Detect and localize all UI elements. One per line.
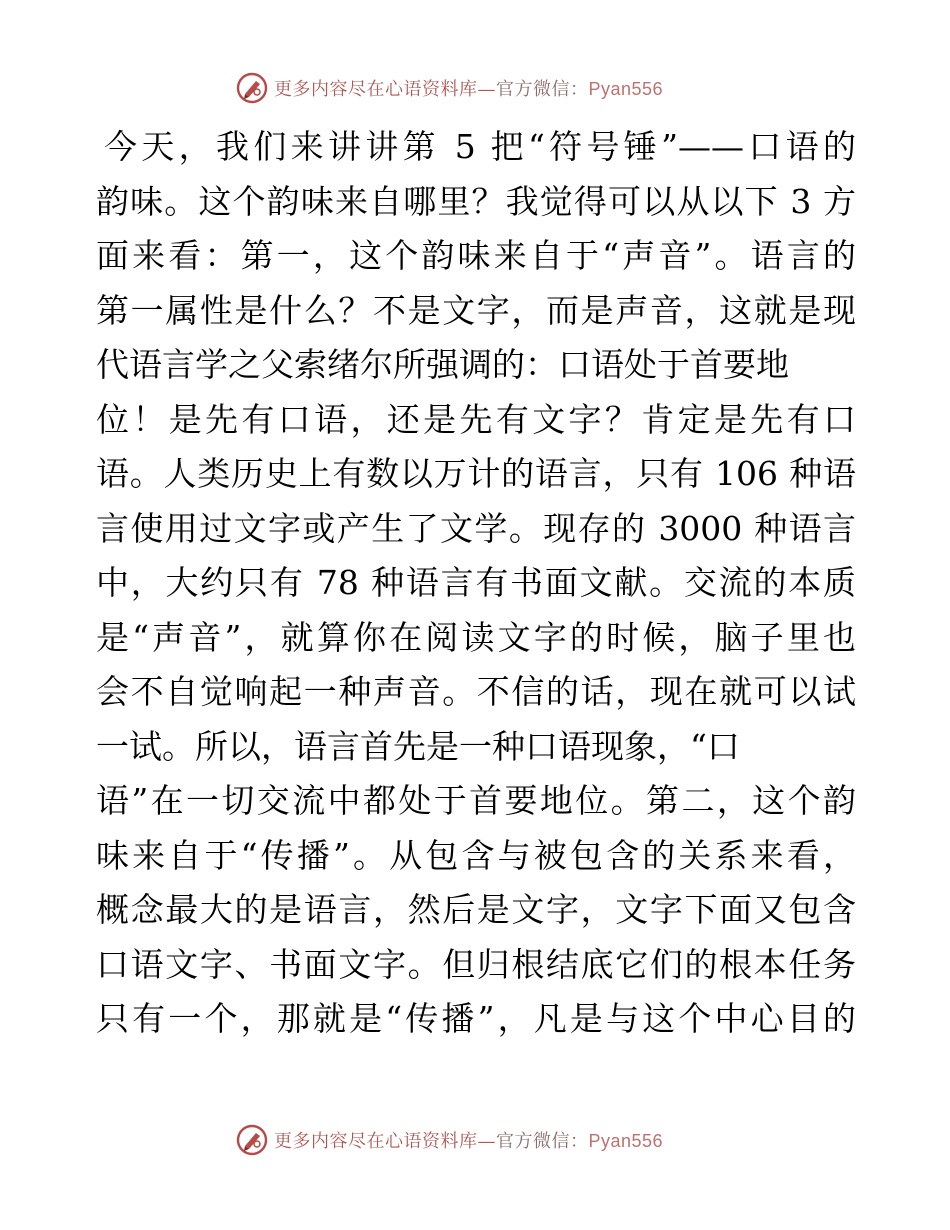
body-line: 第一属性是什么？不是文字，而是声音，这就是现 <box>96 290 856 330</box>
body-line: 概念最大的是语言，然后是文字，文字下面又包含 <box>96 890 856 929</box>
footer-wechat-label: 官方微信： <box>496 1131 589 1152</box>
footer-wechat-handle: Pyan556 <box>588 1131 664 1151</box>
footer-separator: — <box>477 1131 496 1152</box>
footer-text <box>274 1127 663 1153</box>
body-line: 只有一个，那就是“传播”，凡是与这个中心目的 <box>96 999 856 1038</box>
body-paragraph <box>96 120 856 1110</box>
body-line: 位！是先有口语，还是先有文字？肯定是先有口 <box>96 399 856 439</box>
body-line: 代语言学之父索绪尔所强调的：口语处于首要地 <box>96 345 789 384</box>
header-wechat-label: 官方微信： <box>496 79 589 100</box>
header-text <box>274 75 663 101</box>
body-line: 味来自于“传播”。从包含与被包含的关系来看， <box>96 835 856 875</box>
body-line: 韵味。这个韵味来自哪里？我觉得可以从以下 3 方 <box>96 181 856 221</box>
body-line: 语”在一切交流中都处于首要地位。第二，这个韵 <box>96 781 856 820</box>
body-line: 会不自觉响起一种声音。不信的话，现在就可以试 <box>96 672 856 711</box>
header-separator: — <box>477 79 496 100</box>
body-line: 口语文字、书面文字。但归根结底它们的根本任务 <box>96 944 856 984</box>
body-line: 一试。所以，语言首先是一种口语现象，“口 <box>96 726 740 766</box>
body-line: 是“声音”，就算你在阅读文字的时候，脑子里也 <box>96 617 856 657</box>
pen-logo-icon <box>236 1124 268 1156</box>
body-line: 语。人类历史上有数以万计的语言，只有 106 种语 <box>96 454 856 493</box>
header-banner <box>236 70 663 106</box>
header-wechat-handle: Pyan556 <box>588 79 664 99</box>
body-line: 今天，我们来讲讲第 5 把“符号锤”——口语的 <box>104 127 856 166</box>
body-line: 言使用过文字或产生了文学。现存的 3000 种语言 <box>96 508 856 548</box>
header-brand-text: 更多内容尽在心语资料库 <box>274 79 478 100</box>
footer-brand-text: 更多内容尽在心语资料库 <box>274 1131 478 1152</box>
body-line: 面来看：第一，这个韵味来自于“声音”。语言的 <box>96 236 856 275</box>
footer-banner <box>236 1122 663 1158</box>
body-line: 中，大约只有 78 种语言有书面文献。交流的本质 <box>96 563 856 602</box>
pen-logo-icon <box>236 72 268 104</box>
